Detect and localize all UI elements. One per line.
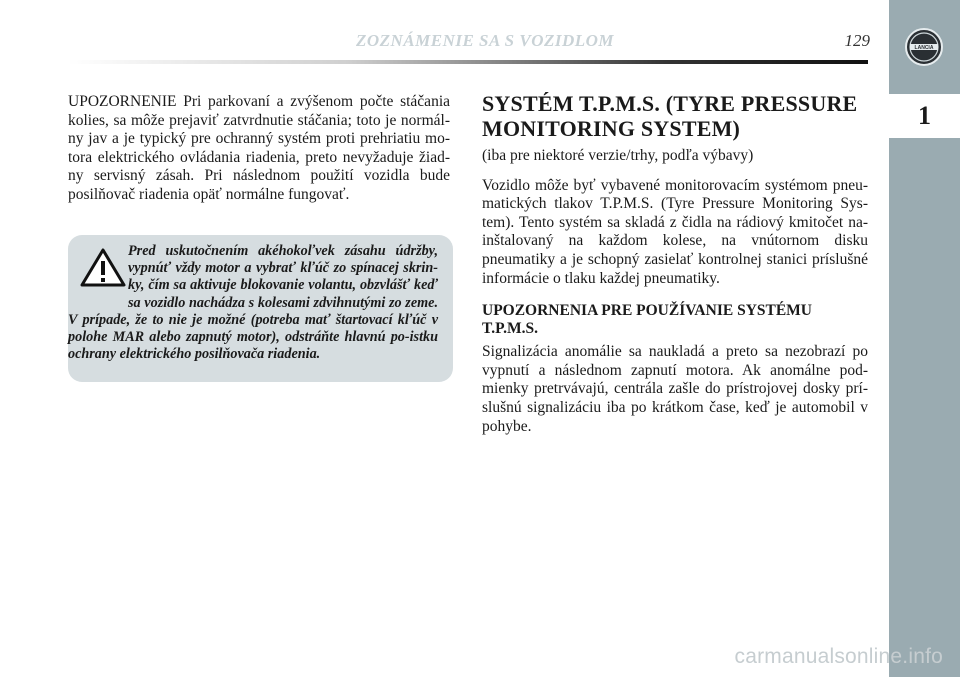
tpms-warnings-text: Signalizácia anomálie sa naukladá a preto sa nezobrazí po vypnutí a následnom zapnutí motora. Ak anomálne pod-mienky pretrvávajú, centrála zašle do prístrojovej dosky prí-slušnú signalizáciu iba po krátkom čase, keď je automobil v pohybe.	[482, 343, 868, 435]
watermark: carmanualsonline.info	[734, 645, 943, 668]
tpms-warnings-heading: UPOZORNENIA PRE POUŽÍVANIE SYSTÉMU T.P.M.S.	[482, 302, 813, 338]
section-subtitle: (iba pre niektoré verzie/trhy, podľa výbavy)	[482, 147, 754, 164]
lancia-shield-icon	[904, 27, 944, 67]
warning-box	[68, 235, 453, 382]
tpms-description: Vozidlo môže byť vybavené monitorovacím systémom pneu-matických tlakov T.P.M.S. (Tyre Pressure Monitoring Sys-tem). Tento systém sa skladá z čidla na rádiový kmitočet na-inštalovaný na každom kolese, na vnútornom disku pneumatiky a je schopný zasielať kontrolnej stanici príslušné informácie o tlaku každej pneumatiky.	[482, 176, 868, 287]
warning-text: Pred uskutočnením akéhokoľvek zásahu údržby, vypnúť vždy motor a vybrať kľúč zo spínacej skrin-ky, čím sa aktivuje blokovanie volantu, obzvlášť keď sa vozidlo nachádza s kolesami zdvihnutými zo zeme. V prípade, že to nie je možné (potreba mať štartovací kľúč v polohe MAR alebo zapnutý motor), odstráňte hlavnú po-istku ochrany elektrického posilňovača riadenia.	[68, 243, 438, 363]
right-column	[482, 91, 868, 436]
logo-text: LANCIA	[914, 44, 934, 51]
chapter-tab[interactable]: 1	[889, 94, 960, 138]
page-number: 129	[844, 31, 870, 50]
running-header-title: ZOZNÁMENIE SA S VOZIDLOM	[355, 31, 615, 50]
section-title: SYSTÉM T.P.M.S. (TYRE PRESSURE MONITORING SYSTEM)	[482, 91, 858, 141]
header-divider	[68, 60, 868, 64]
steering-note: UPOZORNENIE Pri parkovaní a zvýšenom počte stáčania kolies, sa môže prejaviť zatvrdnutie stáčania; toto je normál-ny jav a je typický pre ochranný systém proti prehriatiu mo-tora elektrického ovládania riadenia, preto nevyžaduje žiad-ny servisný zásah. Pri následnom použití vozidla bude posilňovač riadenia opäť normálne fungovať.	[68, 93, 450, 203]
left-column	[68, 93, 450, 205]
